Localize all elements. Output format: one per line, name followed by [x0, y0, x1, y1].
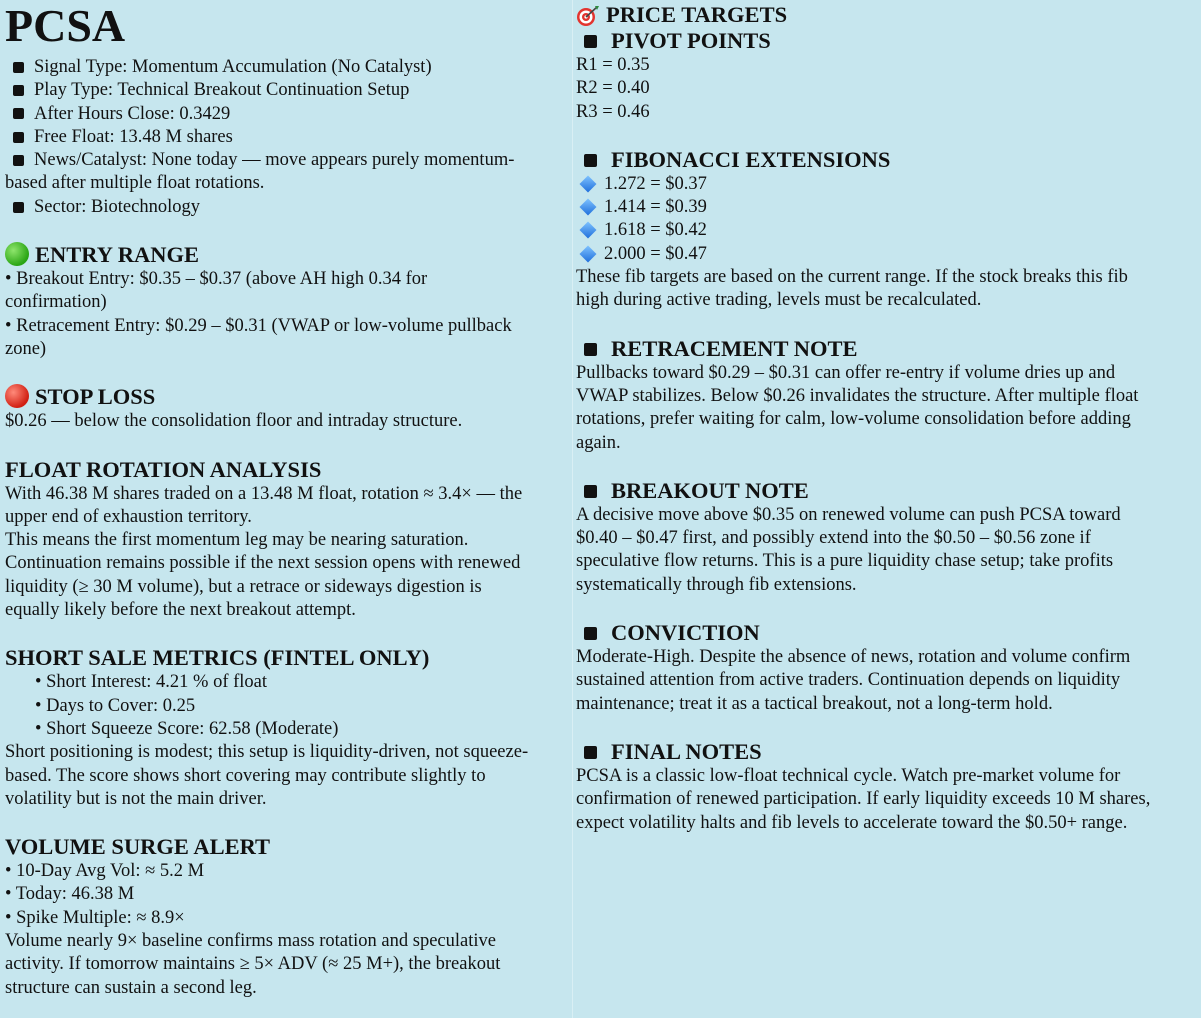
retracement-line: rotations, prefer waiting for calm, low-volume consolidation before adding	[576, 409, 1131, 430]
conviction-line: Moderate-High. Despite the absence of news, rotation and volume confirm	[576, 647, 1131, 668]
short-item: • Short Interest: 4.21 % of float	[35, 672, 268, 693]
left-column	[5, 0, 567, 1000]
blue-diamond-icon	[580, 222, 597, 239]
fibonacci-heading: FIBONACCI EXTENSIONS	[576, 147, 1198, 173]
float-line: upper end of exhaustion territory.	[5, 506, 252, 527]
right-column	[576, 0, 1198, 835]
fib-item: 1.272 = $0.37	[576, 173, 1198, 196]
short-item: • Short Squeeze Score: 62.58 (Moderate)	[35, 718, 339, 739]
float-line: equally likely before the next breakout attempt.	[5, 600, 356, 621]
pivot-points-heading: PIVOT POINTS	[576, 28, 1198, 54]
volume-surge-heading: VOLUME SURGE ALERT	[5, 834, 271, 860]
entry-line: confirmation)	[5, 292, 107, 313]
retracement-heading: RETRACEMENT NOTE	[576, 336, 1198, 362]
stop-loss-heading: STOP LOSS	[5, 384, 567, 410]
square-bullet-icon	[13, 202, 24, 213]
float-rotation-heading: FLOAT ROTATION ANALYSIS	[5, 456, 322, 482]
breakout-line: A decisive move above $0.35 on renewed volume can push PCSA toward	[576, 504, 1121, 525]
final-line: confirmation of renewed participation. If early liquidity exceeds 10 M shares,	[576, 789, 1151, 810]
fib-item: 1.618 = $0.42	[576, 219, 1198, 242]
pivot-r2: R2 = 0.40	[576, 78, 650, 99]
breakout-line: speculative flow returns. This is a pure liquidity chase setup; take profits	[576, 551, 1114, 572]
bullet-signal-type: Signal Type: Momentum Accumulation (No Catalyst)	[5, 56, 567, 79]
square-bullet-icon	[13, 108, 24, 119]
square-bullet-icon	[584, 746, 597, 759]
bullet-play-type: Play Type: Technical Breakout Continuation Setup	[5, 79, 567, 102]
ticker-title: PCSA	[5, 0, 126, 51]
short-line: volatility but is not the main driver.	[5, 788, 267, 809]
volume-line: • 10-Day Avg Vol: ≈ 5.2 M	[5, 861, 205, 882]
square-bullet-icon	[13, 62, 24, 73]
blue-diamond-icon	[580, 198, 597, 215]
pivot-r1: R1 = 0.35	[576, 55, 650, 75]
square-bullet-icon	[584, 343, 597, 356]
final-line: expect volatility halts and fib levels to accelerate toward the $0.50+ range.	[576, 812, 1128, 833]
column-divider	[572, 0, 573, 1018]
blue-diamond-icon	[580, 245, 597, 262]
breakout-line: systematically through fib extensions.	[576, 574, 857, 595]
price-targets-heading: PRICE TARGETS	[576, 2, 1198, 28]
final-line: PCSA is a classic low-float technical cycle. Watch pre-market volume for	[576, 765, 1121, 786]
breakout-line: $0.40 – $0.47 first, and possibly extend into the $0.50 – $0.56 zone if	[576, 528, 1091, 549]
bullet-after-hours: After Hours Close: 0.3429	[5, 103, 567, 126]
square-bullet-icon	[13, 155, 24, 166]
fib-note: high during active trading, levels must be recalculated.	[576, 290, 982, 311]
short-line: Short positioning is modest; this setup is liquidity-driven, not squeeze-	[5, 742, 529, 763]
entry-line: • Retracement Entry: $0.29 – $0.31 (VWAP or low-volume pullback	[5, 315, 512, 336]
square-bullet-icon	[584, 35, 597, 48]
bullet-free-float: Free Float: 13.48 M shares	[5, 126, 567, 149]
short-item: • Days to Cover: 0.25	[35, 695, 196, 716]
volume-line: activity. If tomorrow maintains ≥ 5× ADV (≈ 25 M+), the breakout	[5, 954, 501, 975]
float-line: liquidity (≥ 30 M volume), but a retrace or sideways digestion is	[5, 576, 482, 597]
entry-range-heading: ENTRY RANGE	[5, 242, 567, 268]
stop-loss-line: $0.26 — below the consolidation floor and intraday structure.	[5, 411, 463, 432]
square-bullet-icon	[584, 627, 597, 640]
entry-line: zone)	[5, 338, 47, 359]
float-line: Continuation remains possible if the next session opens with renewed	[5, 553, 521, 574]
conviction-line: sustained attention from active traders. Continuation depends on liquidity	[576, 670, 1121, 691]
bullet-news-cont: based after multiple float rotations.	[5, 173, 265, 194]
conviction-line: maintenance; treat it as a tactical breakout, not a long-term hold.	[576, 693, 1053, 714]
retracement-line: again.	[576, 432, 621, 453]
square-bullet-icon	[13, 85, 24, 96]
retracement-line: Pullbacks toward $0.29 – $0.31 can offer re-entry if volume dries up and	[576, 362, 1116, 383]
final-notes-heading: FINAL NOTES	[576, 739, 1198, 765]
volume-line: Volume nearly 9× baseline confirms mass rotation and speculative	[5, 931, 496, 952]
bullseye-target-icon	[576, 5, 600, 27]
volume-line: • Spike Multiple: ≈ 8.9×	[5, 907, 185, 928]
fib-item: 1.414 = $0.39	[576, 196, 1198, 219]
conviction-heading: CONVICTION	[576, 620, 1198, 646]
short-sale-heading: SHORT SALE METRICS (FINTEL ONLY)	[5, 645, 430, 671]
pivot-r3: R3 = 0.46	[576, 101, 650, 122]
square-bullet-icon	[584, 485, 597, 498]
bullet-news: News/Catalyst: None today — move appears purely momentum-	[5, 149, 567, 172]
bullet-sector: Sector: Biotechnology	[5, 196, 567, 219]
entry-line: • Breakout Entry: $0.35 – $0.37 (above AH high 0.34 for	[5, 269, 428, 290]
float-line: With 46.38 M shares traded on a 13.48 M float, rotation ≈ 3.4× — the	[5, 483, 523, 504]
fib-note: These fib targets are based on the current range. If the stock breaks this fib	[576, 267, 1128, 288]
volume-line: structure can sustain a second leg.	[5, 977, 257, 998]
red-circle-icon	[5, 384, 29, 408]
square-bullet-icon	[13, 132, 24, 143]
float-line: This means the first momentum leg may be nearing saturation.	[5, 530, 469, 551]
retracement-line: VWAP stabilizes. Below $0.26 invalidates the structure. After multiple float	[576, 385, 1139, 406]
short-line: based. The score shows short covering may contribute slightly to	[5, 765, 486, 786]
square-bullet-icon	[584, 154, 597, 167]
blue-diamond-icon	[580, 175, 597, 192]
volume-line: • Today: 46.38 M	[5, 884, 135, 905]
fib-item: 2.000 = $0.47	[576, 243, 1198, 266]
green-circle-icon	[5, 242, 29, 266]
breakout-heading: BREAKOUT NOTE	[576, 478, 1198, 504]
